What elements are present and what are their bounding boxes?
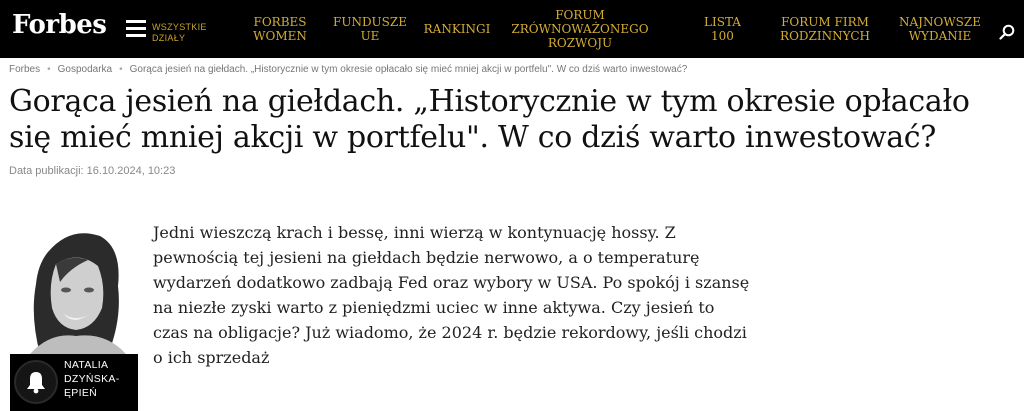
nav-item-rankingi[interactable]: RANKINGI [423,22,491,36]
nav-item-fundusze-ue[interactable]: FUNDUSZE UE [333,15,407,43]
all-sections-line-2: DZIAŁY [152,33,186,43]
breadcrumb: Forbes • Gospodarka • Gorąca jesień na giełdach. „Historycznie w tym okresie opłacało się mieć mniej akcji w portfelu". W co dziś warto inwestować? [9,64,688,75]
search-icon[interactable] [999,24,1015,40]
hamburger-menu-icon[interactable] [126,20,146,40]
author-name-line-2: DZYŃSKA- [64,373,120,385]
forbes-logo[interactable] [12,10,106,40]
bell-icon [25,370,47,394]
nav-item-forum-firm-rodzinnych[interactable]: FORUM FIRM RODZINNYCH [780,15,870,43]
notifications-button[interactable] [14,360,58,404]
all-sections-button[interactable] [152,22,207,44]
nav-item-lista-100[interactable]: LISTA 100 [704,15,741,43]
breadcrumb-forbes[interactable]: Forbes [9,64,41,75]
nav-item-forbes-women[interactable]: FORBES WOMEN [253,15,307,43]
article-title: Gorąca jesień na giełdach. „Historycznie w tym okresie opłacało się mieć mniej akcji w portfelu". W co dziś warto inwestować? [9,84,970,155]
logo-text: Forbes [12,10,107,40]
top-navigation [0,0,1024,58]
nav-item-forum-zrownowazonego-rozwoju[interactable]: FORUM ZRÓWNOWAŻONEGO ROZWOJU [511,8,649,50]
article-lead: Jedni wieszczą krach i bessę, inni wierzą w kontynuację hossy. Z pewnością tej jesieni na giełdach będzie nerwowo, a o temperaturę wydarzeń dodatkowo zadbają Fed oraz wybory w USA. Po spokój i szansę na niezłe zyski warto z pieniędzmi uciec w inne aktywa. Czy jesień to czas na obligacje? Już wiadomo, że 2024 r. będzie rekordowy, jeśli chodzi o ich sprzedaż [153,223,750,367]
publication-date: Data publikacji: 16.10.2024, 10:23 [9,165,176,177]
all-sections-line-1: WSZYSTKIE [152,22,207,32]
breadcrumb-gospodarka[interactable]: Gospodarka [57,64,113,75]
author-name-line-1: NATALIA [64,359,109,371]
nav-item-najnowsze-wydanie[interactable]: NAJNOWSZE WYDANIE [899,15,981,43]
breadcrumb-current: Gorąca jesień na giełdach. „Historycznie w tym okresie opłacało się mieć mniej akcji w portfelu". W co dziś warto inwestować? [129,64,688,75]
author-name-line-3: ĘPIEŃ [64,387,98,399]
